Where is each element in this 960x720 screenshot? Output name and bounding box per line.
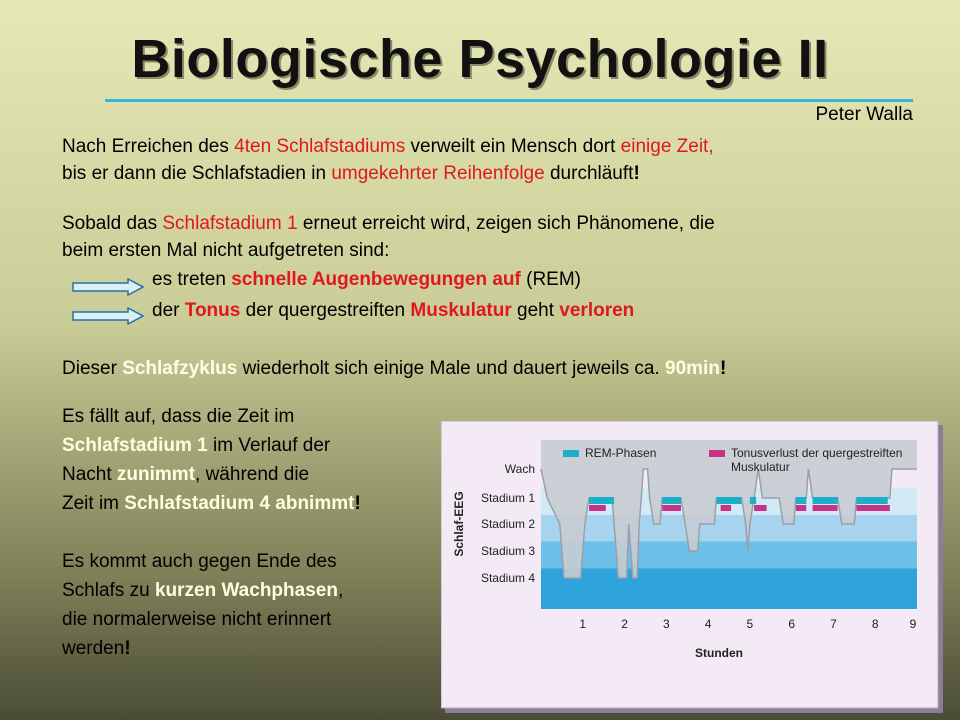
bullet-rem [152,266,581,293]
y-label-stadium-4: Stadium 4 [480,571,535,585]
text-span: wiederholt sich einige Male und dauert jeweils ca. [237,358,666,379]
tonus-phase-bar-7 [856,505,889,511]
tonus-phase-bar-3 [721,505,731,511]
text-span: verweilt ein Mensch dort [405,136,621,157]
x-tick-label-8: 8 [871,617,879,631]
hypnogram-chart [441,421,943,713]
highlight-red: Tonus [184,300,241,321]
legend-label-tonus-line2: Muskulatur [731,460,790,474]
text-span: Nach Erreichen des [62,136,235,157]
highlight-light: Schlafstadium 4 abnimmt [124,493,355,514]
highlight-light: zunimmt [116,464,196,485]
rem-phase-bar-2 [662,497,681,504]
exclamation: ! [354,493,361,514]
text-span: es treten [152,269,232,290]
legend-swatch-tonus [709,450,725,457]
chart-svg [441,421,943,713]
text-span: , während die [195,464,310,485]
exclamation: ! [124,638,131,659]
x-tick-label-5: 5 [746,617,754,631]
highlight-light: Schlafzyklus [122,358,238,379]
text-span: Dieser [62,358,123,379]
highlight-red: Muskulatur [410,300,512,321]
highlight-light: Schlafstadium 1 [62,435,208,456]
text-span: erneut erreicht wird, zeigen sich Phänomene, die [297,213,715,234]
rem-phase-bar-5 [796,497,806,504]
band-stadium-3 [541,542,917,569]
text-span: Schlafs zu [62,580,155,601]
tonus-phase-bar-5 [796,505,806,511]
rem-phase-bar-1 [589,497,614,504]
rem-phase-bar-3 [716,497,741,504]
x-axis-title: Stunden [695,646,743,660]
arrow-icon [72,307,144,325]
text-span: Nacht [62,464,117,485]
x-tick-label-3: 3 [662,617,670,631]
text-span: beim ersten Mal nicht aufgetreten sind: [62,240,390,261]
text-span: , [337,580,344,601]
highlight-light: kurzen Wachphasen [154,580,338,601]
tonus-phase-bar-4 [754,505,767,511]
x-tick-label-7: 7 [830,617,837,631]
y-label-stadium-3: Stadium 3 [480,544,535,558]
text-span: die normalerweise nicht erinnert [62,609,332,630]
text-span: Zeit im [62,493,125,514]
title-underline [105,99,913,102]
y-axis-title: Schlaf-EEG [452,491,466,557]
text-span: der [152,300,185,321]
x-tick-label-2: 2 [621,617,628,631]
text-span: bis er dann die Schlafstadien in [62,163,332,184]
text-span: Es fällt auf, dass die Zeit im [62,406,295,427]
x-tick-label-4: 4 [704,617,712,631]
text-span: werden [62,638,125,659]
text-span: der quergestreiften [240,300,411,321]
y-label-stadium-1: Stadium 1 [480,491,535,505]
x-tick-label-6: 6 [788,617,796,631]
y-label-stadium-2: Stadium 2 [480,517,535,531]
exclamation: ! [719,358,727,379]
highlight-red: Schlafstadium 1 [162,213,298,234]
left-text-block [62,402,361,663]
highlight-red: umgekehrter Reihenfolge [331,163,545,184]
author-name: Peter Walla [815,104,913,125]
band-stadium-2 [541,515,917,542]
highlight-red: verloren [559,300,635,321]
rem-phase-bar-6 [813,497,838,504]
text-span: Sobald das [62,213,163,234]
highlight-red: 4ten Schlafstadiums [234,136,406,157]
legend-swatch-rem [563,450,579,457]
arrow-icon [72,278,144,296]
text-span: geht [511,300,560,321]
x-tick-label-9: 9 [909,617,917,631]
paragraph-3 [62,355,726,382]
text-span: Es kommt auch gegen Ende des [62,551,337,572]
legend-label-rem: REM-Phasen [585,446,657,460]
legend-label-tonus-line1: Tonusverlust der quergestreiften [731,446,903,460]
slide-title: Biologische Psychologie II [131,29,829,89]
text-span: im Verlauf der [207,435,331,456]
y-label-wach: Wach [504,462,535,476]
rem-phase-bar-4 [750,497,756,504]
text-span: durchläuft [544,163,634,184]
x-tick-label-1: 1 [579,617,587,631]
tonus-phase-bar-2 [662,505,681,511]
exclamation: ! [633,163,640,184]
bullet-tonus [152,297,634,324]
highlight-light: 90min [665,358,720,379]
rem-phase-bar-7 [856,497,887,504]
paragraph-1 [62,133,714,187]
tonus-phase-bar-1 [589,505,606,511]
band-stadium-4 [541,569,917,610]
highlight-red: einige Zeit, [620,136,714,157]
paragraph-2 [62,210,715,264]
highlight-red: schnelle Augenbewegungen auf [231,269,521,290]
tonus-phase-bar-6 [813,505,838,511]
text-span: (REM) [520,269,581,290]
